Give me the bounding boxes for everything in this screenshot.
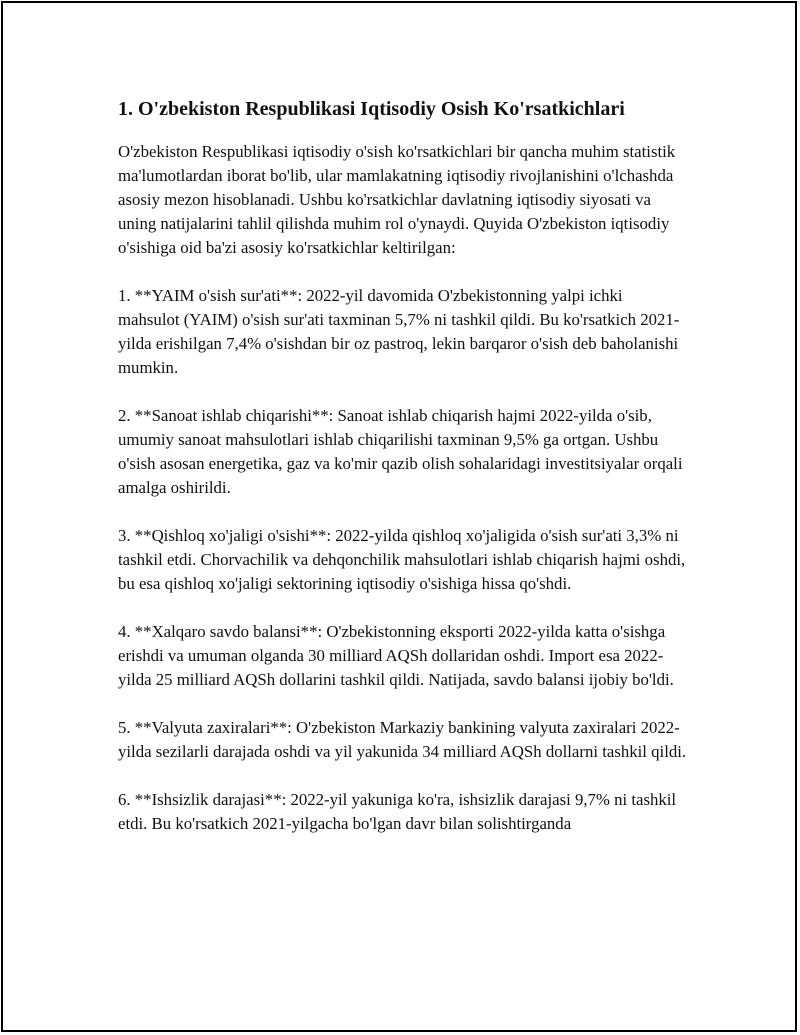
document-page bbox=[2, 2, 796, 1031]
document-body bbox=[118, 95, 688, 860]
intro-paragraph: O'zbekiston Respublikasi iqtisodiy o'sish ko'rsatkichlari bir qancha muhim statistik ma'lumotlardan iborat bo'lib, ular mamlakatning iqtisodiy rivojlanishini o'lchashda asosiy mezon hisoblanadi. Ushbu ko'rsatkichlar davlatning iqtisodiy siyosati va uning natijalarini tahlil qilishda muhim rol o'ynaydi. Quyida O'zbekiston iqtisodiy o'sishiga oid ba'zi asosiy ko'rsatkichlar keltirilgan: bbox=[118, 142, 676, 257]
paragraph-industrial-production: 2. **Sanoat ishlab chiqarishi**: Sanoat ishlab chiqarish hajmi 2022-yilda o'sib, umumiy sanoat mahsulotlari ishlab chiqarilishi taxminan 9,5% ga ortgan. Ushbu o'sish asosan energetika, gaz va ko'mir qazib olish sohalaridagi investitsiyalar orqali amalga oshirildi. bbox=[118, 406, 683, 497]
paragraph-unemployment: 6. **Ishsizlik darajasi**: 2022-yil yakuniga ko'ra, ishsizlik darajasi 9,7% ni tashkil etdi. Bu ko'rsatkich 2021-yilgacha bo'lgan davr bilan solishtirganda bbox=[118, 790, 677, 833]
document-title: 1. O'zbekiston Respublikasi Iqtisodiy Osish Ko'rsatkichlari bbox=[118, 98, 625, 120]
paragraph-agriculture-growth: 3. **Qishloq xo'jaligi o'sishi**: 2022-yilda qishloq xo'jaligida o'sish sur'ati 3,3% ni tashkil etdi. Chorvachilik va dehqonchilik mahsulotlari ishlab chiqarish hajmi oshdi, bu esa qishloq xo'jaligi sektorining iqtisodiy o'sishiga hissa qo'shdi. bbox=[118, 526, 686, 593]
paragraph-gdp-growth: 1. **YAIM o'sish sur'ati**: 2022-yil davomida O'zbekistonning yalpi ichki mahsulot (YAIM) o'sish sur'ati taxminan 5,7% ni tashkil qildi. Bu ko'rsatkich 2021-yilda erishilgan 7,4% o'sishdan bir oz pastroq, lekin barqaror o'sish deb baholanishi mumkin. bbox=[118, 286, 680, 377]
paragraph-currency-reserves: 5. **Valyuta zaxiralari**: O'zbekiston Markaziy bankining valyuta zaxiralari 2022-yilda sezilarli darajada oshdi va yil yakunida 34 milliard AQSh dollarni tashkil qildi. bbox=[118, 718, 687, 761]
paragraph-trade-balance: 4. **Xalqaro savdo balansi**: O'zbekistonning eksporti 2022-yilda katta o'sishga erishdi va umuman olganda 30 milliard AQSh dollaridan oshdi. Import esa 2022-yilda 25 milliard AQSh dollarini tashkil qildi. Natijada, savdo balansi ijobiy bo'ldi. bbox=[118, 622, 674, 689]
